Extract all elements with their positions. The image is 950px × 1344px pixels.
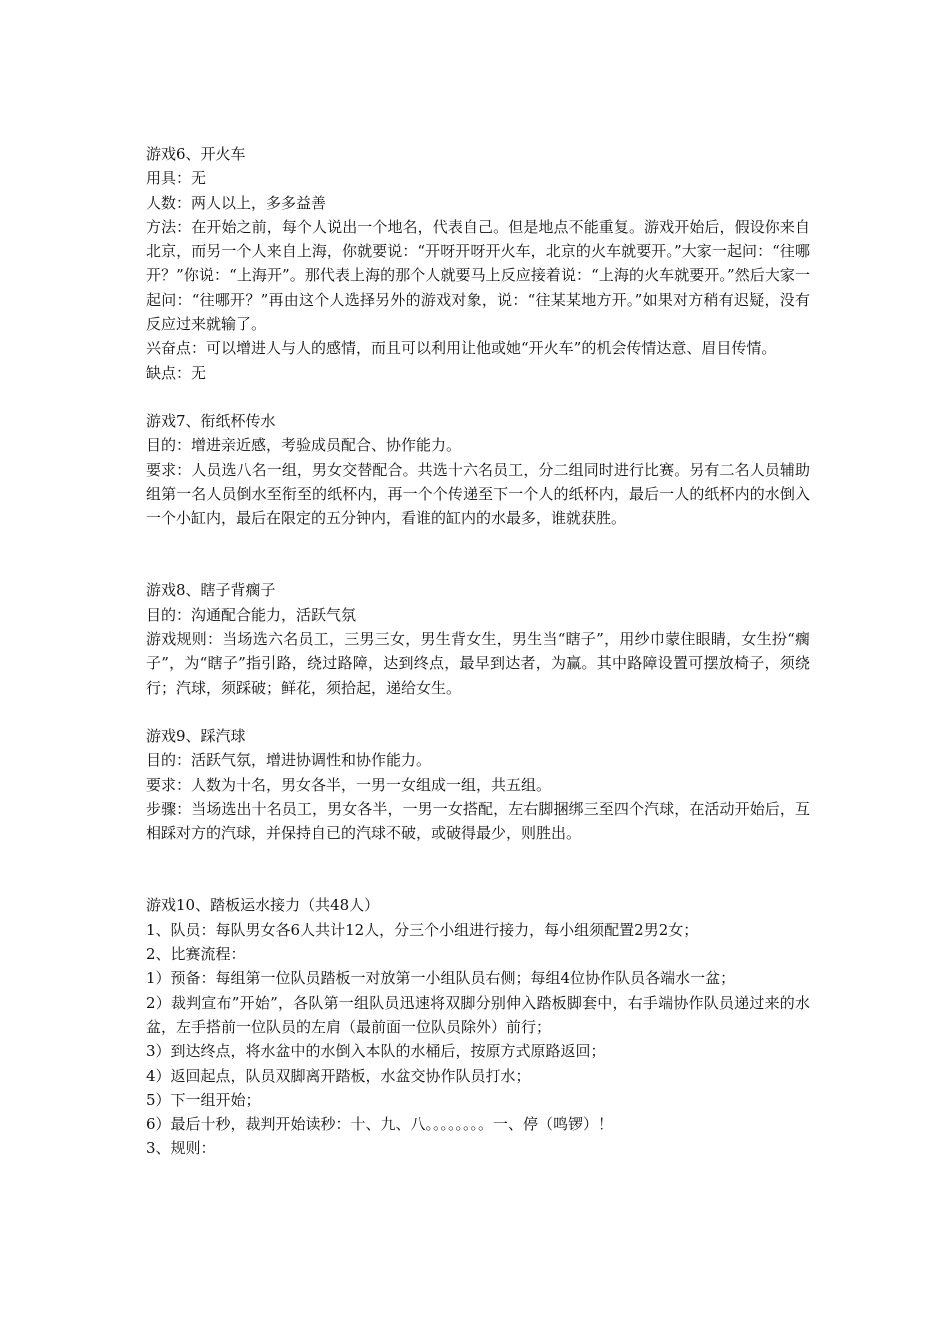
paragraph: 方法：在开始之前，每个人说出一个地名，代表自己。但是地点不能重复。游戏开始后，假设你来自北京，而另一个人来自上海，你就要说：“开呀开呀开火车，北京的火车就要开。”大家一起问：“往哪开？”你说：“上海开”。那代表上海的那个人就要马上反应接着说：“上海的火车就要开。”然后大家一起问：“往哪开？”再由这个人选择另外的游戏对象，说：“往某某地方开。”如果对方稍有迟疑，没有反应过来就输了。 xyxy=(146,217,810,334)
paragraph: 4）返回起点，队员双脚离开踏板，水盆交协作队员打水； xyxy=(146,1066,531,1085)
paragraph: 游戏规则：当场选六名员工，三男三女，男生背女生，男生当“瞎子”，用纱巾蒙住眼睛，女生扮“瘸子”，为“瞎子”指引路，绕过路障，达到终点，最早到达者，为赢。其中路障设置可摆放椅子，须绕行；汽球，须踩破；鲜花，须拾起，递给女生。 xyxy=(146,630,810,697)
paragraph: 目的：增进亲近感，考验成员配合、协作能力。 xyxy=(146,436,462,455)
paragraph: 要求：人数为十名，男女各半，一男一女组成一组，共五组。 xyxy=(146,775,552,794)
paragraph: 1）预备：每组第一位队员踏板一对放第一小组队员右侧；每组4位协作队员各端水一盆； xyxy=(146,969,736,988)
section-game-7 xyxy=(146,409,810,530)
section-title: 游戏9、踩汽球 xyxy=(146,726,246,745)
paragraph: 用具：无 xyxy=(146,169,207,188)
paragraph: 要求：人员选八名一组，男女交替配合。共选十六名员工，分二组同时进行比赛。另有二名人员辅助组第一名人员倒水至衔至的纸杯内，再一个个传递至下一个人的纸杯内，最后一人的纸杯内的水倒入一个小缸内，最后在限定的五分钟内，看谁的缸内的水最多，谁就获胜。 xyxy=(146,460,810,528)
spacer xyxy=(146,845,810,893)
section-game-9 xyxy=(146,724,810,845)
paragraph: 目的：活跃气氛，增进协调性和协作能力。 xyxy=(146,751,432,770)
paragraph: 缺点：无 xyxy=(146,363,207,382)
document-page xyxy=(146,142,810,1161)
paragraph: 6）最后十秒，裁判开始读秒：十、九、八。。。。。。。。一、停（鸣锣）！ xyxy=(146,1115,614,1134)
section-title: 游戏6、开火车 xyxy=(146,145,246,163)
paragraph: 步骤：当场选出十名员工，男女各半，一男一女搭配，左右脚捆绑三至四个汽球，在活动开始后，互相踩对方的汽球，并保持自已的汽球不破，或破得最少，则胜出。 xyxy=(146,799,810,843)
spacer xyxy=(146,700,810,724)
section-game-8 xyxy=(146,578,810,699)
section-game-10 xyxy=(146,893,810,1160)
section-title: 游戏8、瞎子背瘸子 xyxy=(146,581,276,600)
paragraph: 人数：两人以上，多多益善 xyxy=(146,193,327,212)
paragraph: 2、比赛流程： xyxy=(146,945,246,964)
section-title: 游戏7、衔纸杯传水 xyxy=(146,411,276,430)
paragraph: 兴奋点：可以增进人与人的感情，而且可以利用让他或她“开火车”的机会传情达意、眉目传情。 xyxy=(146,339,777,358)
paragraph: 目的：沟通配合能力，活跃气氛 xyxy=(146,605,357,624)
spacer xyxy=(146,530,810,578)
spacer xyxy=(146,385,810,409)
paragraph: 2）裁判宣布”开始”，各队第一组队员迅速将双脚分别伸入踏板脚套中，右手端协作队员递过来的水盆，左手搭前一位队员的左肩（最前面一位队员除外）前行； xyxy=(146,993,810,1036)
paragraph: 1、队员：每队男女各6人共计12人，分三个小组进行接力，每小组须配置2男2女； xyxy=(146,920,699,939)
paragraph: 3）到达终点，将水盆中的水倒入本队的水桶后，按原方式原路返回； xyxy=(146,1042,606,1061)
section-game-6 xyxy=(146,142,810,385)
paragraph: 5）下一组开始； xyxy=(146,1090,261,1109)
paragraph: 3、规则： xyxy=(146,1139,216,1158)
section-title: 游戏10、踏板运水接力（共48人） xyxy=(146,896,380,915)
